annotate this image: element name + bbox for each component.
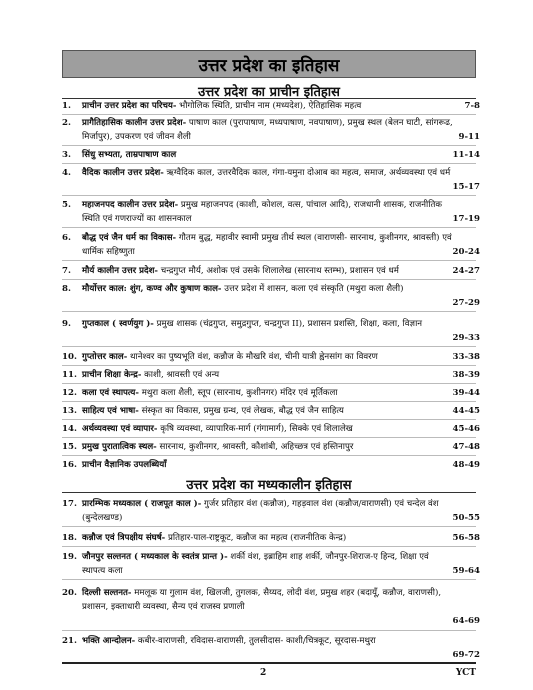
page-title: उत्तर प्रदेश का इतिहास — [198, 55, 340, 76]
entry-pages: 47-48 — [452, 442, 480, 452]
entry-title: जौनपुर सल्तनत ( मध्यकाल के स्वतंत्र प्रान्त )- — [82, 552, 228, 562]
toc-entry[interactable] — [62, 350, 480, 364]
entry-description: प्रमुख शासक (चंद्रगुप्त, समुद्रगुप्त, चन्द्रगुप्त II), प्रशासन प्रशस्ति, शिक्षा, कला, विज्ञान — [153, 319, 423, 329]
entry-pages: 9-11 — [458, 132, 480, 142]
entry-text — [82, 531, 454, 545]
toc-entry[interactable] — [62, 148, 480, 162]
entry-description: मथुरा कला शैली, स्तूप (सारनाथ, कुशीनगर) मंदिर एवं मूर्तिकला — [138, 388, 338, 398]
entry-text — [82, 404, 454, 418]
entry-pages: 11-14 — [452, 150, 480, 160]
entry-title: मौर्योत्तर काल: शुंग, कण्व और कुषाण काल- — [82, 284, 222, 294]
toc-entry[interactable] — [62, 386, 480, 400]
entry-description: गुर्जर प्रतिहार वंश (कन्नौज), गहड़वाल वंश (कन्नौज/वाराणसी) एवं चन्देल वंश (बुन्देलखण्ड) — [82, 499, 439, 523]
entry-title: प्रारम्भिक मध्यकाल ( राजपूत काल )- — [82, 499, 202, 509]
entry-number: 3. — [62, 150, 71, 160]
entry-title: महाजनपद कालीन उत्तर प्रदेश- — [82, 200, 179, 210]
entry-description: चन्द्रगुप्त मौर्य, अशोक एवं उसके शिलालेख (सारनाथ स्तम्भ), प्रशासन एवं धर्म — [158, 266, 399, 276]
entry-divider — [62, 195, 476, 196]
entry-pages: 33-38 — [452, 352, 480, 362]
entry-title: वैदिक कालीन उत्तर प्रदेश- — [82, 168, 164, 178]
page-header-band — [62, 50, 476, 78]
entry-description: काशी, श्रावस्ती एवं अन्य — [141, 370, 220, 380]
page-number: 2 — [260, 668, 267, 678]
entry-number: 6. — [62, 233, 71, 243]
entry-divider — [62, 163, 476, 164]
entry-description: ऋग्वैदिक काल, उत्तरवैदिक काल, गंगा-यमुना दोआब का महत्व, समाज, अर्थव्यवस्था एवं धर्म — [163, 168, 451, 178]
entry-divider — [62, 630, 476, 631]
entry-text — [82, 148, 454, 162]
entry-divider — [62, 227, 476, 228]
entry-pages: 27-29 — [452, 298, 480, 308]
entry-divider — [62, 546, 476, 547]
entry-description: उत्तर प्रदेश में शासन, कला एवं संस्कृति (मथुरा कला शैली) — [221, 284, 404, 294]
entry-text — [82, 231, 454, 259]
entry-pages: 7-8 — [464, 101, 480, 111]
entry-number: 19. — [62, 552, 77, 562]
entry-text — [82, 386, 454, 400]
toc-entry[interactable] — [62, 317, 480, 345]
entry-divider — [62, 419, 476, 420]
entry-description: संस्कृत का विकास, प्रमुख ग्रन्थ, एवं लेखक, बौद्ध एवं जैन साहित्य — [138, 406, 344, 416]
entry-text — [82, 634, 454, 648]
entry-description: पाषाण काल (पुरापाषाण, मध्यपाषाण, नवपाषाण), प्रमुख स्थल (बेलन घाटी, सांगरूढ, मिर्जापुर), उपकरण एवं जीवन शैली — [82, 118, 453, 142]
entry-text — [82, 264, 454, 278]
section-title-ancient: उत्तर प्रदेश का प्राचीन इतिहास — [198, 85, 340, 100]
entry-number: 20. — [62, 588, 77, 598]
entry-text — [82, 497, 454, 525]
entry-divider — [62, 437, 476, 438]
toc-entry[interactable] — [62, 231, 480, 259]
entry-text — [82, 116, 454, 144]
toc-entry[interactable] — [62, 422, 480, 436]
toc-entry[interactable] — [62, 440, 480, 454]
entry-description: सारनाथ, कुशीनगर, श्रावस्ती, कौशांबी, अहिच्छत्र एवं हस्तिनापुर — [156, 442, 354, 452]
entry-text — [82, 368, 454, 382]
entry-pages: 59-64 — [452, 566, 480, 576]
entry-pages: 29-33 — [452, 333, 480, 343]
entry-title: गुप्तकाल ( स्वर्णयुग )- — [82, 319, 154, 329]
entry-pages: 38-39 — [452, 370, 480, 380]
entry-pages: 45-46 — [452, 424, 480, 434]
entry-description: भौगोलिक स्थिति, प्राचीन नाम (मध्यदेश), ऐतिहासिक महत्व — [176, 101, 362, 111]
entry-text — [82, 198, 454, 226]
entry-divider — [62, 365, 476, 366]
toc-entry[interactable] — [62, 586, 480, 628]
entry-title: प्राचीन शिक्षा केन्द्र- — [82, 370, 142, 380]
toc-entry[interactable] — [62, 166, 480, 194]
entry-title: प्राचीन उत्तर प्रदेश का परिचय- — [82, 101, 177, 111]
entry-pages: 69-72 — [452, 650, 480, 660]
entry-number: 8. — [62, 284, 71, 294]
entry-number: 5. — [62, 200, 71, 210]
entry-text — [82, 99, 454, 113]
entry-divider — [62, 455, 476, 456]
entry-number: 16. — [62, 460, 77, 470]
entry-number: 2. — [62, 118, 71, 128]
toc-entry[interactable] — [62, 458, 480, 472]
entry-description: कृषि व्यवस्था, व्यापारिक-मार्ग (गंगामार्ग), सिक्के एवं शिलालेख — [157, 424, 353, 434]
entry-number: 14. — [62, 424, 77, 434]
entry-number: 18. — [62, 533, 77, 543]
entry-number: 9. — [62, 319, 71, 329]
entry-text — [82, 282, 454, 296]
entry-title: दिल्ली सल्तनत- — [82, 588, 132, 598]
entry-divider — [62, 145, 476, 146]
toc-entry[interactable] — [62, 497, 480, 525]
entry-title: बौद्ध एवं जैन धर्म का विकास- — [82, 233, 177, 243]
entry-text — [82, 350, 454, 364]
entry-title: प्राचीन वैज्ञानिक उपलब्धियाँ — [82, 460, 167, 470]
entry-title: कन्नौज एवं त्रिपक्षीय संघर्ष- — [82, 533, 166, 543]
toc-entry[interactable] — [62, 368, 480, 382]
entry-divider — [62, 401, 476, 402]
entry-title: भक्ति आन्दोलन- — [82, 636, 136, 646]
entry-number: 12. — [62, 388, 77, 398]
entry-title: अर्थव्यवस्था एवं व्यापार- — [82, 424, 158, 434]
entry-description: थानेश्वर का पुष्यभूति वंश, कन्नौज के मौखरि वंश, चीनी यात्री ह्वेनसांग का विवरण — [127, 352, 378, 362]
entry-pages: 56-58 — [452, 533, 480, 543]
entry-text — [82, 166, 454, 180]
toc-entry[interactable] — [62, 531, 480, 545]
toc-entry[interactable] — [62, 550, 480, 578]
entry-text — [82, 440, 454, 454]
entry-pages: 20-24 — [452, 247, 480, 257]
entry-title: गुप्तोत्तर काल- — [82, 352, 128, 362]
toc-entry[interactable] — [62, 404, 480, 418]
toc-entry[interactable] — [62, 198, 480, 226]
entry-divider — [62, 579, 476, 580]
entry-pages: 17-19 — [452, 214, 480, 224]
entry-title: प्रमुख पुरातात्विक स्थल- — [82, 442, 157, 452]
entry-description: प्रतिहार-पाल-राष्ट्रकूट, कन्नौज का महत्व (राजनीतिक केन्द्र) — [165, 533, 347, 543]
entry-divider — [62, 311, 476, 312]
entry-number: 17. — [62, 499, 77, 509]
toc-entry[interactable] — [62, 634, 480, 662]
entry-pages: 44-45 — [452, 406, 480, 416]
entry-title: कला एवं स्थापत्य- — [82, 388, 139, 398]
entry-number: 15. — [62, 442, 77, 452]
page-footer — [62, 662, 476, 684]
entry-divider — [62, 383, 476, 384]
entry-text — [82, 317, 454, 331]
entry-title: सिंधु सभ्यता, ताम्रपाषाण काल — [82, 150, 177, 160]
entry-description: कबीर-वाराणसी, रविदास-वाराणसी, तुलसीदास- काशी/चित्रकूट, सूरदास-मथुरा — [135, 636, 376, 646]
entry-number: 1. — [62, 101, 71, 111]
entry-pages: 39-44 — [452, 388, 480, 398]
entry-pages: 24-27 — [452, 266, 480, 276]
entry-divider — [62, 260, 476, 261]
entry-number: 7. — [62, 266, 71, 276]
entry-text — [82, 586, 454, 614]
entry-text — [82, 458, 454, 472]
entry-text — [82, 550, 454, 578]
entry-number: 11. — [62, 370, 77, 380]
entry-divider — [62, 114, 476, 115]
entry-pages: 15-17 — [452, 182, 480, 192]
entry-divider — [62, 279, 476, 280]
section-underline — [62, 492, 476, 493]
entry-divider — [62, 526, 476, 527]
entry-description: प्रमुख महाजनपद (काशी, कोशल, वत्स, पांचाल आदि), राजधानी शासक, राजनीतिक स्थिति एवं गणराज्यों का शासनकाल — [82, 200, 442, 224]
entry-number: 13. — [62, 406, 77, 416]
entry-description: शर्की वंश, इब्राहिम शाह शर्की, जौनपुर-शिराज-ए हिन्द, शिक्षा एवं स्थापत्य कला — [82, 552, 429, 576]
toc-entry[interactable] — [62, 116, 480, 144]
entry-divider — [62, 346, 476, 347]
entry-title: प्रागैतिहासिक कालीन उत्तर प्रदेश- — [82, 118, 187, 128]
entry-description: गौतम बुद्ध, महावीर स्वामी प्रमुख तीर्थ स्थल (वाराणसी- सारनाथ, कुशीनगर, श्रावस्ती) एवं धार्मिक सहिष्णुता — [82, 233, 452, 257]
toc-entry[interactable] — [62, 264, 480, 278]
entry-text — [82, 422, 454, 436]
publisher-brand: YCT — [455, 668, 476, 678]
entry-title: साहित्य एवं भाषा- — [82, 406, 139, 416]
entry-number: 4. — [62, 168, 71, 178]
entry-title: मौर्य कालीन उत्तर प्रदेश- — [82, 266, 158, 276]
toc-entry[interactable] — [62, 282, 480, 310]
entry-pages: 48-49 — [452, 460, 480, 470]
entry-description: ममलूक या गुलाम वंश, खिलजी, तुगलक, सैय्यद, लोदी वंश, प्रमुख शहर (बदायूँ, कन्नौज, वाराणसी), प्रशासन, इक्ताधारी व्यवस्था, सैन्य एवं राजस्व प्रणाली — [82, 588, 442, 612]
toc-entry[interactable] — [62, 99, 480, 113]
entry-pages: 64-69 — [452, 616, 480, 626]
entry-number: 10. — [62, 352, 77, 362]
entry-number: 21. — [62, 636, 77, 646]
entry-pages: 50-55 — [452, 513, 480, 523]
section-title-medieval: उत्तर प्रदेश का मध्यकालीन इतिहास — [186, 478, 352, 493]
